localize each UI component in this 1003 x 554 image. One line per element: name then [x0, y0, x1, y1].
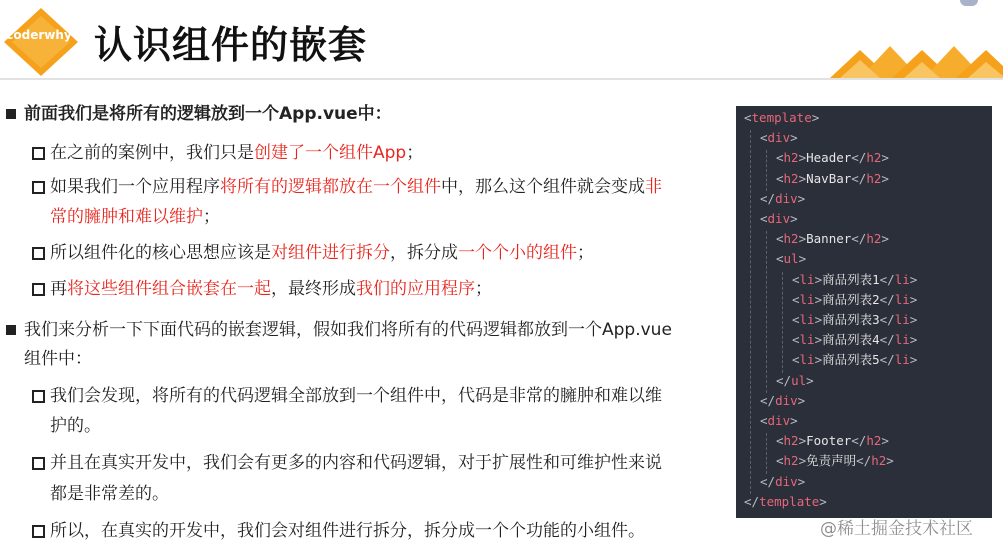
code-line: [776, 169, 889, 189]
bullet-text: 我们来分析一下下面代码的嵌套逻辑，假如我们将所有的代码逻辑都放到一个App.vue: [24, 320, 672, 340]
indent-guide: [766, 433, 767, 473]
code-bracket: </: [879, 352, 895, 368]
code-tag: li: [894, 332, 910, 348]
code-bracket: >: [814, 352, 823, 368]
slide-title: 认识组件的嵌套: [94, 23, 368, 67]
code-text: Footer: [806, 433, 852, 449]
code-line: [760, 128, 798, 148]
watermark-text: @稀土掘金技术社区: [820, 519, 973, 539]
code-bracket: >: [790, 211, 798, 226]
bullet-continuation: [24, 346, 92, 372]
bullet-text: 如果我们一个应用程序: [50, 177, 220, 197]
code-bracket: </: [851, 170, 867, 186]
code-bracket: <: [760, 130, 768, 146]
code-tag: h2: [871, 453, 887, 469]
code-text: 免责声明: [806, 453, 857, 469]
code-bracket: >: [806, 372, 814, 388]
code-bracket: >: [797, 190, 806, 206]
code-tag: ul: [783, 251, 799, 267]
sub-bullet-item: [50, 174, 662, 200]
code-line: [760, 189, 805, 209]
code-panel: [736, 106, 992, 518]
sub-bullet-marker: [32, 525, 45, 538]
code-tag: li: [799, 352, 815, 368]
code-tag: template: [751, 110, 812, 125]
code-bracket: </: [879, 312, 895, 327]
code-tag: h2: [866, 150, 882, 166]
sub-bullet-marker: [32, 390, 45, 403]
code-bracket: <: [760, 211, 768, 226]
code-bracket: >: [909, 332, 918, 348]
highlight-text: 非: [645, 177, 662, 197]
code-bracket: >: [798, 433, 807, 449]
code-text: 商品列表3: [822, 312, 880, 327]
bullet-item: [24, 101, 392, 127]
sub-bullet-item: [50, 240, 594, 266]
code-tag: template: [759, 493, 820, 509]
code-text: 商品列表2: [822, 291, 880, 307]
sub-bullet-item: [50, 518, 645, 544]
sub-bullet-item: [50, 383, 662, 409]
sub-bullet-item: [50, 450, 662, 476]
highlight-text: 一个个小的组件: [458, 243, 577, 263]
sub-bullet-marker: [32, 147, 45, 160]
code-bracket: >: [798, 170, 807, 186]
sub-bullet-marker: [32, 181, 45, 194]
code-line: [792, 270, 917, 290]
code-line: [776, 229, 889, 249]
code-tag: h2: [783, 170, 799, 186]
code-bracket: <: [792, 291, 800, 307]
bullet-text: ；: [577, 243, 594, 263]
code-bracket: </: [879, 332, 895, 348]
code-tag: div: [775, 190, 798, 206]
code-text: 商品列表1: [822, 271, 880, 287]
code-bracket: <: [792, 352, 800, 368]
bullet-text: 并且在真实开发中，我们会有更多的内容和代码逻辑，对于扩展性和可维护性来说: [50, 453, 662, 473]
code-bracket: <: [792, 271, 800, 287]
indent-guide: [766, 150, 767, 190]
code-tag: li: [799, 271, 815, 287]
code-tag: div: [767, 130, 791, 146]
code-bracket: >: [814, 332, 823, 348]
highlight-text: 对组件进行拆分: [271, 243, 390, 263]
logo-text: coderwhy: [6, 28, 72, 42]
bullet-text: 都是非常差的。: [50, 484, 169, 504]
bullet-text: 再: [50, 279, 67, 299]
code-tag: h2: [783, 453, 799, 469]
code-tag: div: [775, 392, 798, 408]
code-bracket: <: [776, 150, 784, 166]
code-bracket: >: [881, 433, 889, 449]
code-bracket: >: [814, 271, 823, 287]
code-bracket: </: [760, 392, 776, 408]
code-bracket: >: [909, 312, 918, 327]
code-bracket: >: [819, 493, 827, 509]
code-bracket: </: [851, 150, 867, 166]
code-line: [760, 209, 798, 229]
code-bracket: <: [744, 110, 752, 125]
bullet-continuation: [50, 481, 169, 507]
code-bracket: >: [886, 453, 894, 469]
highlight-text: 将所有的逻辑都放在一个组件: [220, 177, 441, 197]
code-text: Header: [806, 150, 852, 166]
bullet-continuation: [50, 204, 220, 230]
code-bracket: <: [776, 231, 784, 247]
code-tag: li: [799, 291, 815, 307]
header-decoration-icon: [820, 0, 1003, 80]
code-bracket: >: [814, 312, 823, 327]
highlight-text: 将这些组件组合嵌套在一起: [67, 279, 271, 299]
sub-bullet-marker: [32, 283, 45, 296]
code-line: [792, 330, 917, 350]
code-line: [776, 371, 814, 391]
code-bracket: >: [881, 231, 889, 247]
code-bracket: <: [776, 433, 784, 449]
code-bracket: <: [792, 332, 800, 348]
code-tag: div: [767, 413, 791, 428]
sub-bullet-marker: [32, 457, 45, 470]
code-tag: li: [799, 312, 815, 327]
bullet-text: ，最终形成: [271, 279, 356, 299]
bullet-text: 我们会发现，将所有的代码逻辑全部放到一个组件中，代码是非常的臃肿和难以维: [50, 386, 662, 406]
code-tag: li: [894, 271, 910, 287]
code-text: 商品列表5: [822, 352, 880, 368]
bullet-item: [24, 317, 672, 343]
sub-bullet-item: [50, 140, 423, 166]
code-bracket: >: [798, 231, 807, 247]
code-line: [792, 310, 917, 330]
bullet-text: 所以，在真实的开发中，我们会对组件进行拆分，拆分成一个个功能的小组件。: [50, 521, 645, 541]
code-line: [760, 411, 798, 431]
bullet-marker: [6, 109, 16, 119]
code-tag: h2: [783, 231, 799, 247]
code-bracket: >: [798, 251, 807, 267]
code-bracket: </: [760, 190, 776, 206]
code-tag: div: [767, 211, 791, 226]
code-bracket: <: [776, 170, 784, 186]
bullet-marker: [6, 325, 16, 335]
highlight-text: 我们的应用程序: [356, 279, 475, 299]
code-bracket: >: [909, 271, 918, 287]
code-bracket: >: [811, 110, 820, 125]
code-bracket: >: [881, 170, 889, 186]
bullet-text: ，拆分成: [390, 243, 458, 263]
code-line: [776, 431, 889, 451]
code-line: [744, 492, 827, 512]
code-tag: h2: [783, 433, 799, 449]
code-bracket: >: [798, 150, 807, 166]
bullet-text: 组件中：: [24, 349, 92, 369]
code-line: [744, 108, 819, 128]
code-line: [760, 472, 805, 492]
code-line: [792, 290, 917, 310]
code-text: 商品列表4: [822, 332, 880, 348]
code-bracket: >: [798, 453, 807, 469]
code-bracket: >: [814, 291, 823, 307]
code-line: [760, 391, 805, 411]
code-text: Banner: [806, 231, 852, 247]
bullet-text: 护的。: [50, 416, 101, 436]
code-bracket: <: [792, 312, 800, 327]
bullet-text: 所以组件化的核心思想应该是: [50, 243, 271, 263]
code-bracket: </: [776, 372, 792, 388]
highlight-text: 常的臃肿和难以维护: [50, 207, 203, 227]
code-bracket: </: [879, 291, 895, 307]
code-tag: h2: [783, 150, 799, 166]
code-line: [792, 350, 917, 370]
code-tag: h2: [866, 433, 882, 449]
bullet-text: ；: [203, 207, 220, 227]
code-line: [776, 451, 894, 471]
bullet-text: 前面我们是将所有的逻辑放到一个App.vue中：: [24, 104, 392, 124]
highlight-text: 创建了一个组件App: [254, 143, 407, 163]
code-line: [776, 148, 889, 168]
code-tag: div: [775, 473, 798, 489]
code-bracket: <: [776, 453, 784, 469]
bullet-continuation: [50, 413, 101, 439]
code-bracket: >: [881, 150, 889, 166]
code-tag: li: [894, 312, 910, 327]
code-bracket: <: [760, 413, 768, 428]
code-bracket: >: [790, 130, 798, 146]
code-bracket: >: [797, 392, 806, 408]
sub-bullet-marker: [32, 247, 45, 260]
code-tag: li: [799, 332, 815, 348]
indent-guide: [750, 130, 751, 494]
bullet-text: ；: [406, 143, 424, 163]
code-tag: li: [894, 291, 910, 307]
code-bracket: >: [797, 473, 806, 489]
code-tag: h2: [866, 170, 882, 186]
code-bracket: </: [856, 453, 872, 469]
code-bracket: </: [879, 271, 895, 287]
code-tag: h2: [866, 231, 882, 247]
bullet-text: 中，那么这个组件就会变成: [441, 177, 645, 197]
code-bracket: </: [760, 473, 776, 489]
indent-guide: [782, 272, 783, 373]
code-bracket: >: [790, 413, 798, 428]
code-tag: li: [894, 352, 910, 368]
code-bracket: >: [909, 291, 918, 307]
bullet-text: 在之前的案例中，我们只是: [50, 143, 254, 163]
sub-bullet-item: [50, 276, 492, 302]
code-bracket: </: [851, 433, 867, 449]
code-bracket: </: [744, 493, 760, 509]
code-bracket: >: [909, 352, 918, 368]
code-text: NavBar: [806, 170, 852, 186]
code-line: [776, 249, 806, 269]
code-bracket: <: [776, 251, 784, 267]
indent-guide: [766, 231, 767, 393]
bullet-text: ；: [475, 279, 492, 299]
code-tag: ul: [791, 372, 807, 388]
code-bracket: </: [851, 231, 867, 247]
